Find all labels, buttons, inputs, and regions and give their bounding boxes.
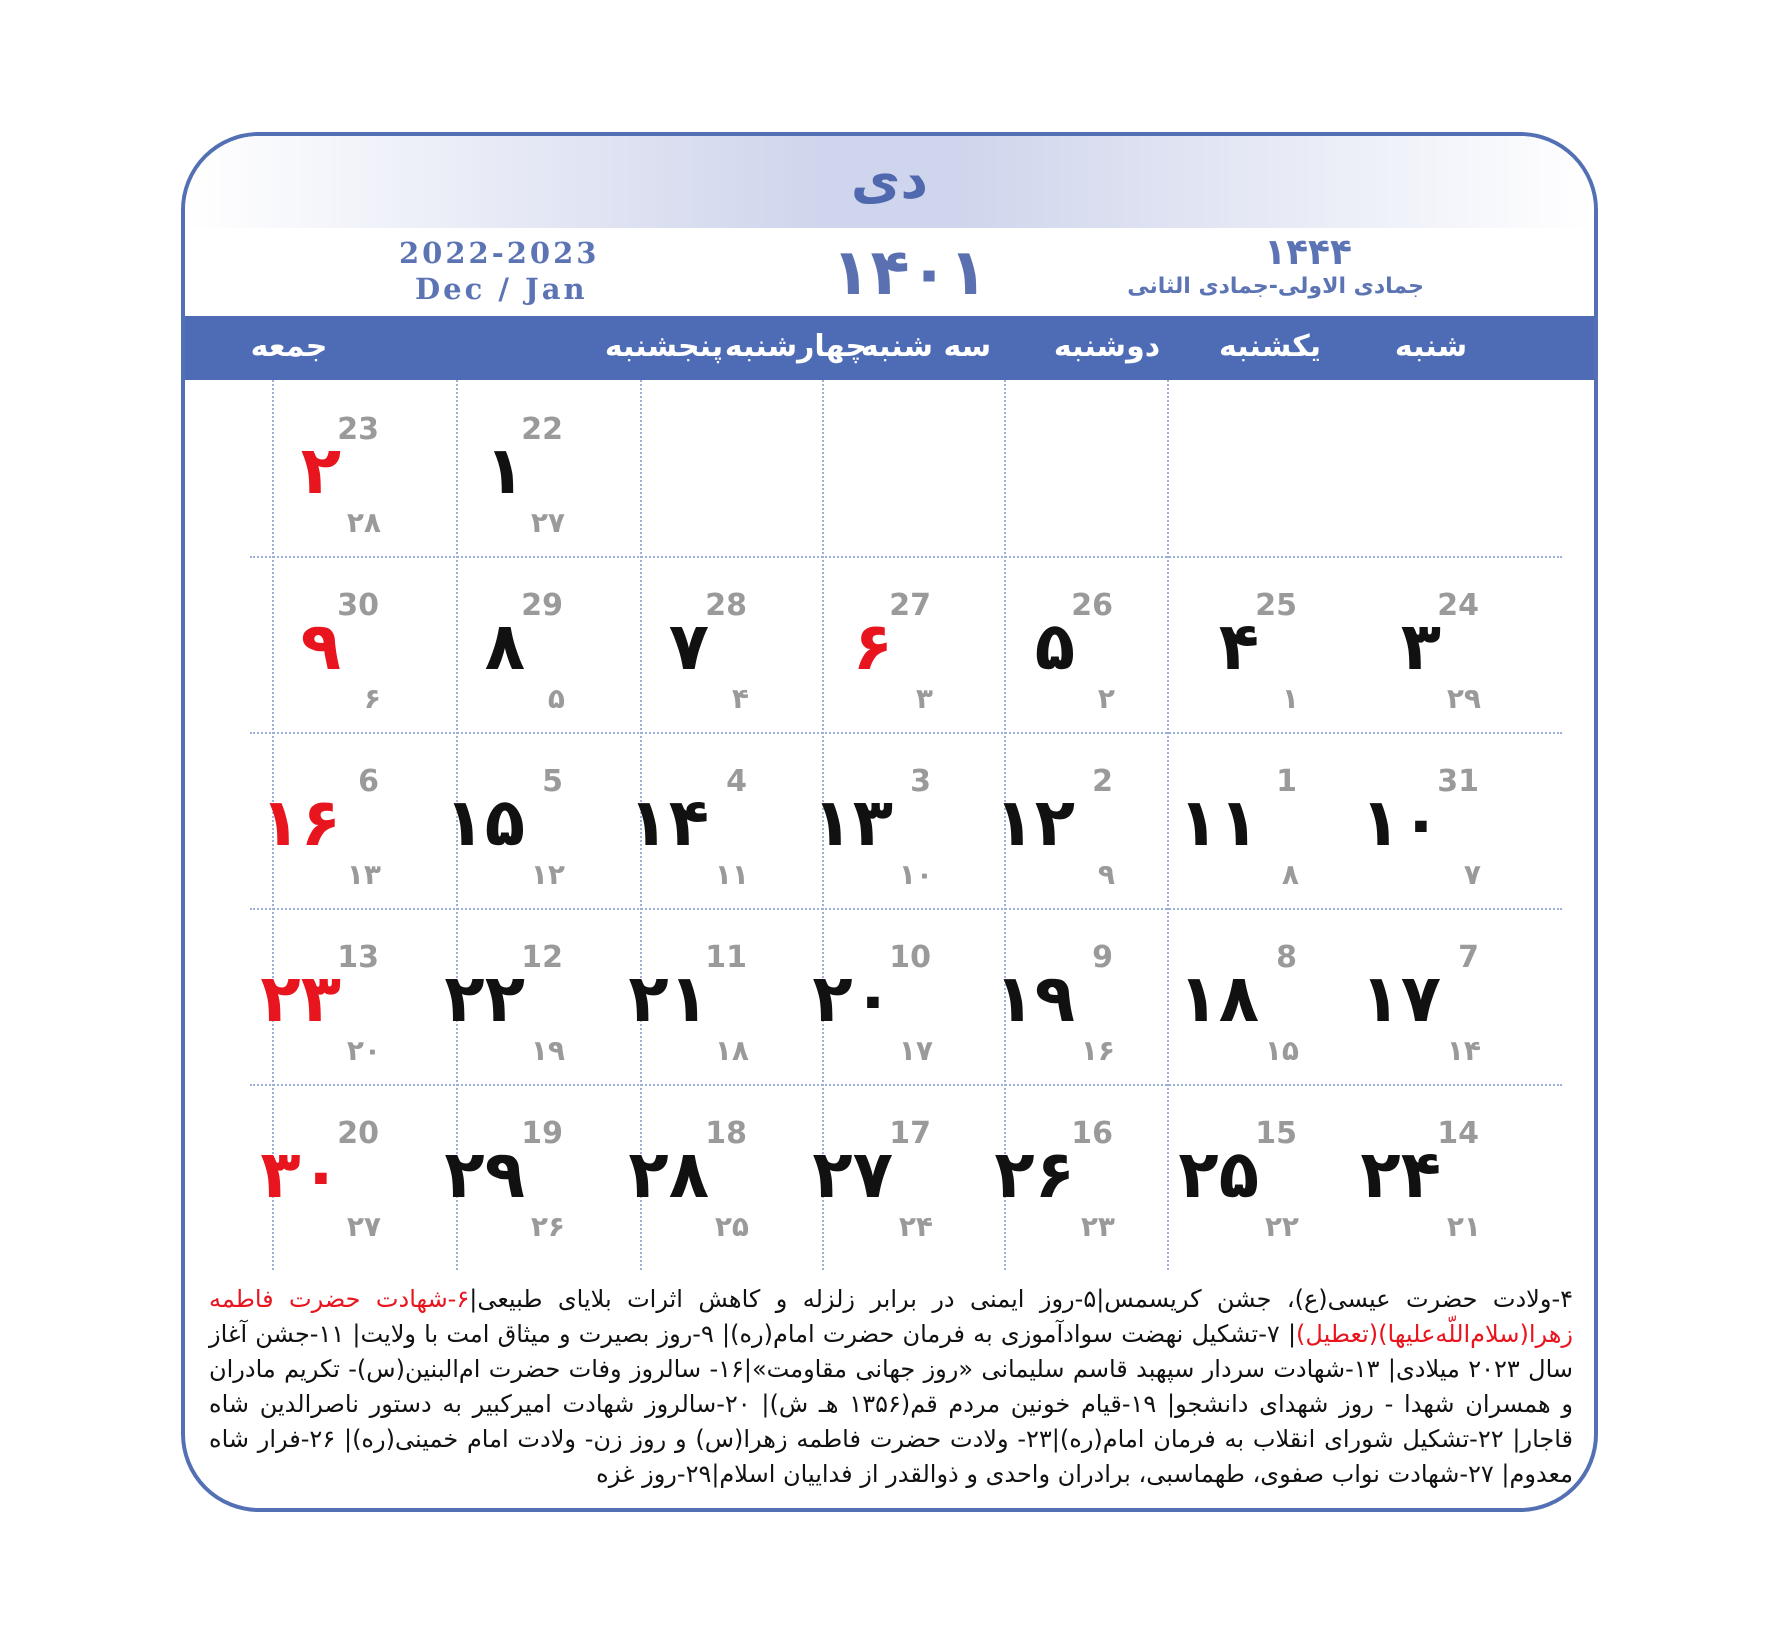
hijri-day: ۳ <box>915 682 933 715</box>
solar-day: ۱۹ <box>994 960 1075 1037</box>
gregorian-day: 11 <box>705 940 747 975</box>
gregorian-day: 19 <box>521 1116 563 1151</box>
day-cell[interactable] <box>783 908 963 1084</box>
day-cell[interactable] <box>231 908 411 1084</box>
day-cell[interactable] <box>231 556 411 732</box>
hijri-day: ۴ <box>731 682 749 715</box>
hijri-day: ۲۲ <box>1264 1210 1299 1243</box>
gregorian-day: 14 <box>1437 1116 1479 1151</box>
hijri-day: ۱۹ <box>530 1034 565 1067</box>
solar-day: ۳۰ <box>260 1136 341 1213</box>
weekday-bar <box>185 316 1594 380</box>
note-segment: | ۷-تشکیل نهضت سوادآموزی به فرمان حضرت امام(ره)| ۹-روز بصیرت و میثاق امت با ولایت| ۱۱-جشن آغاز سال ۲۰۲۳ میلادی| ۱۳-شهادت سردار سپهبد قاسم سلیمانی «روز جهانی مقاومت»|۱۶- سالروز وفات حضرت ام‌البنین(س)- تکریم مادران و همسران شهدا - روز شهدای دانشجو| ۱۹-قیام خونین مردم قم(۱۳۵۶ هـ ش)| ۲۰-سالروز شهادت امیرکبیر به دستور ناصرالدین شاه قاجار| ۲۲-تشکیل شورای انقلاب به فرمان امام(ره)|۲۳- ولادت حضرت فاطمه زهرا(س) و روز زن- ولادت امام خمینی(ره)| ۲۶-فرار شاه معدوم| ۲۷-شهادت نواب صفوی، طهماسبی، برادران واحدی و ذوالقدر از فداییان اسلام|۲۹-روز غزه <box>209 1320 1574 1488</box>
solar-day: ۲۲ <box>444 960 525 1037</box>
gregorian-day: 23 <box>337 412 379 447</box>
gregorian-day: 28 <box>705 588 747 623</box>
hijri-day: ۲۵ <box>714 1210 749 1243</box>
solar-day: ۲۰ <box>812 960 893 1037</box>
solar-day: ۱۲ <box>994 784 1075 861</box>
solar-day: ۲۳ <box>260 960 341 1037</box>
hijri-day: ۱۵ <box>1264 1034 1299 1067</box>
gregorian-day: 29 <box>521 588 563 623</box>
day-cell[interactable] <box>599 908 779 1084</box>
gregorian-years: 2022-2023 <box>399 236 600 270</box>
day-cell[interactable] <box>1149 732 1329 908</box>
solar-day: ۱۸ <box>1178 960 1259 1037</box>
gregorian-day: 9 <box>1092 940 1113 975</box>
hijri-day: ۲۳ <box>1080 1210 1115 1243</box>
solar-day: ۳ <box>1400 608 1441 685</box>
day-cell[interactable] <box>231 732 411 908</box>
solar-year: ۱۴۰۱ <box>831 236 988 310</box>
gregorian-day: 16 <box>1071 1116 1113 1151</box>
solar-day: ۲۱ <box>628 960 709 1037</box>
month-name: دی <box>850 148 929 211</box>
day-cell[interactable] <box>1149 908 1329 1084</box>
hijri-day: ۸ <box>1281 858 1299 891</box>
gregorian-day: 30 <box>337 588 379 623</box>
hijri-day: ۵ <box>547 682 565 715</box>
day-cell[interactable] <box>415 732 595 908</box>
hijri-day: ۲ <box>1097 682 1115 715</box>
gregorian-day: 15 <box>1255 1116 1297 1151</box>
day-cell[interactable] <box>231 1084 411 1260</box>
day-cell[interactable] <box>1331 1084 1511 1260</box>
day-cell[interactable] <box>1331 732 1511 908</box>
solar-day: ۲۷ <box>812 1136 893 1213</box>
day-cell[interactable] <box>599 732 779 908</box>
gregorian-day: 5 <box>542 764 563 799</box>
day-cell[interactable] <box>599 1084 779 1260</box>
hijri-day: ۲۶ <box>530 1210 565 1243</box>
day-cell[interactable] <box>1149 556 1329 732</box>
events-notes <box>209 1282 1573 1492</box>
day-cell[interactable] <box>965 556 1145 732</box>
hijri-day: ۱۷ <box>898 1034 933 1067</box>
gregorian-day: 8 <box>1276 940 1297 975</box>
day-cell[interactable] <box>415 556 595 732</box>
day-cell[interactable] <box>599 556 779 732</box>
solar-day: ۴ <box>1218 608 1259 685</box>
hijri-day: ۱۰ <box>898 858 933 891</box>
gregorian-day: 1 <box>1276 764 1297 799</box>
solar-day: ۱۶ <box>260 784 341 861</box>
gregorian-day: 24 <box>1437 588 1479 623</box>
gregorian-day: 6 <box>358 764 379 799</box>
solar-day: ۱۱ <box>1178 784 1259 861</box>
solar-day: ۱۷ <box>1360 960 1441 1037</box>
hijri-day: ۱۱ <box>714 858 749 891</box>
solar-day: ۲۹ <box>444 1136 525 1213</box>
gregorian-day: 13 <box>337 940 379 975</box>
note-segment: ۶-شهادت حضرت فاطمه زهرا(سلام‌اللّه‌علیها)(تعطیل) <box>209 1285 1573 1348</box>
gregorian-day: 3 <box>910 764 931 799</box>
hijri-day: ۲۹ <box>1446 682 1481 715</box>
solar-day: ۱۴ <box>628 784 709 861</box>
hijri-day: ۲۱ <box>1446 1210 1481 1243</box>
hijri-day: ۲۰ <box>346 1034 381 1067</box>
solar-day: ۷ <box>668 608 709 685</box>
gregorian-day: 2 <box>1092 764 1113 799</box>
gregorian-day: 22 <box>521 412 563 447</box>
weekday-2: دوشنبه <box>1053 329 1161 364</box>
day-cell[interactable] <box>1149 1084 1329 1260</box>
solar-day: ۲۴ <box>1360 1136 1441 1213</box>
calendar-card <box>181 132 1598 1512</box>
hijri-months: جمادی الاولی-جمادی الثانی <box>1127 274 1424 299</box>
solar-day: ۵ <box>1034 608 1075 685</box>
gregorian-day: 10 <box>889 940 931 975</box>
hijri-day: ۲۷ <box>346 1210 381 1243</box>
month-header <box>185 136 1594 228</box>
day-cell[interactable] <box>965 732 1145 908</box>
gregorian-day: 26 <box>1071 588 1113 623</box>
day-cell[interactable] <box>783 1084 963 1260</box>
weekday-5: پنجشنبه <box>604 329 724 364</box>
solar-day: ۲۶ <box>994 1136 1075 1213</box>
solar-day: ۲۵ <box>1178 1136 1259 1213</box>
hijri-day: ۲۴ <box>898 1210 933 1243</box>
hijri-day: ۱۶ <box>1080 1034 1115 1067</box>
hijri-day: ۱۸ <box>714 1034 749 1067</box>
gregorian-day: 4 <box>726 764 747 799</box>
hijri-day: ۶ <box>363 682 381 715</box>
hijri-day: ۱۴ <box>1446 1034 1481 1067</box>
solar-day: ۸ <box>484 608 525 685</box>
day-cell[interactable] <box>415 1084 595 1260</box>
solar-day: ۱۰ <box>1360 784 1441 861</box>
day-cell[interactable] <box>415 908 595 1084</box>
gregorian-day: 7 <box>1458 940 1479 975</box>
gregorian-day: 27 <box>889 588 931 623</box>
hijri-year: ۱۴۴۴ <box>1264 232 1352 273</box>
hijri-day: ۲۷ <box>530 506 565 539</box>
weekday-6: جمعه <box>250 329 328 364</box>
day-cell[interactable] <box>965 1084 1145 1260</box>
day-cell[interactable] <box>965 908 1145 1084</box>
gregorian-day: 17 <box>889 1116 931 1151</box>
gregorian-day: 25 <box>1255 588 1297 623</box>
solar-day: ۶ <box>852 608 893 685</box>
hijri-day: ۷ <box>1463 858 1481 891</box>
solar-day: ۲۸ <box>628 1136 709 1213</box>
gregorian-months: Dec / Jan <box>415 272 588 306</box>
weekday-0: شنبه <box>1394 329 1468 364</box>
hijri-day: ۱۳ <box>346 858 381 891</box>
solar-day: ۲ <box>300 432 341 509</box>
day-cell[interactable] <box>783 732 963 908</box>
gregorian-day: 20 <box>337 1116 379 1151</box>
day-cell[interactable] <box>1331 908 1511 1084</box>
hijri-day: ۹ <box>1097 858 1115 891</box>
day-cell[interactable] <box>1331 556 1511 732</box>
weekday-1: یکشنبه <box>1219 329 1321 364</box>
day-grid <box>185 380 1594 1280</box>
note-segment: ۴-ولادت حضرت عیسی(ع)، جشن کریسمس|۵-روز ایمنی در برابر زلزله و کاهش اثرات بلایای طبیعی| <box>469 1285 1573 1313</box>
day-cell[interactable] <box>231 380 411 556</box>
day-cell[interactable] <box>415 380 595 556</box>
weekday-4: چهارشنبه <box>724 329 868 364</box>
hijri-day: ۲۸ <box>346 506 381 539</box>
solar-day: ۱۵ <box>444 784 525 861</box>
gregorian-day: 18 <box>705 1116 747 1151</box>
solar-day: ۱۳ <box>812 784 893 861</box>
weekday-3: سه شنبه <box>860 329 992 364</box>
gregorian-day: 31 <box>1437 764 1479 799</box>
day-cell[interactable] <box>783 556 963 732</box>
hijri-day: ۱۲ <box>530 858 565 891</box>
hijri-day: ۱ <box>1281 682 1299 715</box>
solar-day: ۱ <box>484 432 525 509</box>
solar-day: ۹ <box>300 608 341 685</box>
gregorian-day: 12 <box>521 940 563 975</box>
